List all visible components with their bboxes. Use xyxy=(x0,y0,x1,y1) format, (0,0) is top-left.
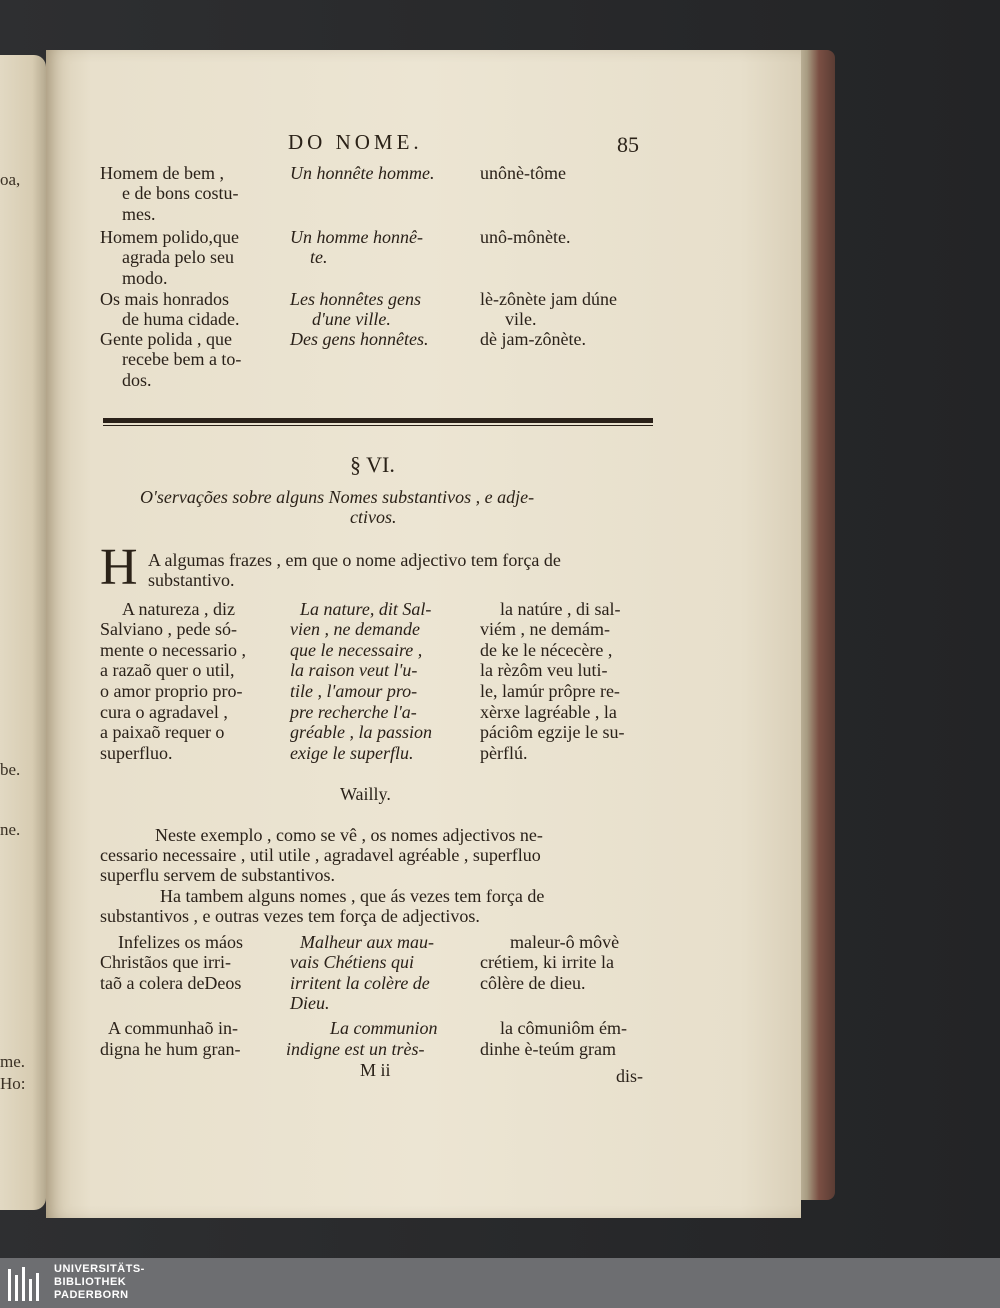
table-cell-fr: que le necessaire , xyxy=(290,640,423,660)
table-cell-pron: la cômuniôm ém- xyxy=(500,1018,627,1038)
left-page-edge xyxy=(0,55,46,1210)
table-cell-fr: gréable , la passion xyxy=(290,722,432,742)
table-cell-pron: pèrflú. xyxy=(480,743,528,763)
table-cell-fr: indigne est un très- xyxy=(286,1039,425,1059)
table-cell-pron: crétiem, ki irrite la xyxy=(480,952,614,972)
table-cell-fr: d'une ville. xyxy=(312,309,391,329)
table-cell-pt: mente o necessario , xyxy=(100,640,246,660)
table-cell-pt: A natureza , diz xyxy=(122,599,235,619)
table-cell-fr: vais Chétiens qui xyxy=(290,952,414,972)
table-cell-fr: La nature, dit Sal- xyxy=(300,599,432,619)
library-logo-icon xyxy=(6,1265,46,1303)
catchword: dis- xyxy=(616,1066,643,1086)
table-cell-fr: Des gens honnêtes. xyxy=(290,329,429,349)
signature-mark: M ii xyxy=(360,1060,391,1080)
table-cell-pron: unônè-tôme xyxy=(480,163,566,183)
library-name-line: UNIVERSITÄTS- xyxy=(54,1263,145,1275)
table-cell-pt: Infelizes os máos xyxy=(118,932,243,952)
left-edge-text: oa, xyxy=(0,170,21,189)
table-cell-pron: xèrxe lagréable , la xyxy=(480,702,617,722)
drop-cap: H xyxy=(100,539,138,596)
table-cell-fr: Malheur aux mau- xyxy=(300,932,434,952)
table-cell-pron: dè jam-zônète. xyxy=(480,329,586,349)
table-cell-pt: o amor proprio pro- xyxy=(100,681,243,701)
table-cell-pron: côlère de dieu. xyxy=(480,973,586,993)
table-cell-fr: Dieu. xyxy=(290,993,330,1013)
table-cell-pt: Gente polida , que xyxy=(100,329,232,349)
section-rule-thin xyxy=(103,425,653,426)
table-cell-pt: e de bons costu- xyxy=(122,183,239,203)
table-cell-pt: Os mais honrados xyxy=(100,289,229,309)
table-cell-pt: Homem polido,que xyxy=(100,227,239,247)
table-cell-pron: la rèzôm veu luti- xyxy=(480,660,608,680)
table-cell-pt: mes. xyxy=(122,204,156,224)
section-number: § VI. xyxy=(350,452,395,477)
table-cell-pron: vile. xyxy=(505,309,537,329)
table-cell-pt: digna he hum gran- xyxy=(100,1039,241,1059)
library-name xyxy=(54,1263,145,1302)
library-name-line: BIBLIOTHEK xyxy=(54,1276,127,1288)
table-cell-pron: maleur-ô môvè xyxy=(510,932,620,952)
left-edge-text: Ho: xyxy=(0,1074,26,1093)
table-cell-fr: pre recherche l'a- xyxy=(290,702,417,722)
paragraph-line: superflu servem de substantivos. xyxy=(100,865,335,885)
left-edge-text: me. xyxy=(0,1052,26,1071)
table-cell-pron: la natúre , di sal- xyxy=(500,599,621,619)
table-cell-pt: cura o agradavel , xyxy=(100,702,228,722)
table-cell-pt: Christãos que irri- xyxy=(100,952,231,972)
table-cell-fr: exige le superflu. xyxy=(290,743,414,763)
table-cell-fr: la raison veut l'u- xyxy=(290,660,418,680)
table-cell-fr: Les honnêtes gens xyxy=(290,289,421,309)
library-footer xyxy=(0,1258,1000,1308)
table-cell-pt: dos. xyxy=(122,370,152,390)
table-cell-fr: irritent la colère de xyxy=(290,973,430,993)
table-cell-pt: superfluo. xyxy=(100,743,173,763)
table-cell-pt: Salviano , pede só- xyxy=(100,619,237,639)
table-cell-pt: a razaõ quer o util, xyxy=(100,660,235,680)
table-cell-fr: Un homme honnê- xyxy=(290,227,423,247)
paragraph-line: Ha tambem alguns nomes , que ás vezes tem força de xyxy=(160,886,545,906)
table-cell-pt: de huma cidade. xyxy=(122,309,240,329)
intro-text: substantivo. xyxy=(148,570,235,590)
running-title: DO NOME. xyxy=(288,130,423,154)
left-edge-text: ne. xyxy=(0,820,21,839)
table-cell-fr: Un honnête homme. xyxy=(290,163,435,183)
table-cell-pron: de ke le nécecère , xyxy=(480,640,613,660)
paragraph-line: substantivos , e outras vezes tem força de adjectivos. xyxy=(100,906,480,926)
page-number: 85 xyxy=(617,132,639,157)
table-cell-pt: a paixaõ requer o xyxy=(100,722,225,742)
table-cell-pron: lè-zônète jam dúne xyxy=(480,289,617,309)
section-subtitle: O'servações sobre alguns Nomes substantivos , e adje- xyxy=(140,487,535,507)
table-cell-pron: viém , ne demám- xyxy=(480,619,610,639)
table-cell-fr: tile , l'amour pro- xyxy=(290,681,418,701)
table-cell-pt: agrada pelo seu xyxy=(122,247,234,267)
table-cell-fr: te. xyxy=(310,247,328,267)
table-cell-pt: A communhaõ in- xyxy=(108,1018,238,1038)
table-cell-pt: recebe bem a to- xyxy=(122,349,242,369)
intro-text: A algumas frazes , em que o nome adjectivo tem força de xyxy=(148,550,561,570)
table-cell-pt: modo. xyxy=(122,268,168,288)
table-cell-pron: unô-mônète. xyxy=(480,227,571,247)
table-cell-fr: La communion xyxy=(330,1018,438,1038)
table-cell-pron: páciôm egzije le su- xyxy=(480,722,625,742)
table-cell-pron: le, lamúr prôpre re- xyxy=(480,681,620,701)
left-edge-text: be. xyxy=(0,760,21,779)
section-rule xyxy=(103,418,653,423)
table-cell-fr: vien , ne demande xyxy=(290,619,420,639)
paragraph-line: cessario necessaire , util utile , agradavel agréable , superfluo xyxy=(100,845,541,865)
library-name-line: PADERBORN xyxy=(54,1289,129,1301)
table-cell-pron: dinhe è-teúm gram xyxy=(480,1039,616,1059)
section-subtitle: ctivos. xyxy=(350,507,397,527)
table-cell-pt: Homem de bem , xyxy=(100,163,224,183)
attribution: Wailly. xyxy=(340,784,391,804)
paragraph-line: Neste exemplo , como se vê , os nomes adjectivos ne- xyxy=(155,825,543,845)
table-cell-pt: taõ a colera deDeos xyxy=(100,973,242,993)
page-edge xyxy=(795,50,835,1200)
